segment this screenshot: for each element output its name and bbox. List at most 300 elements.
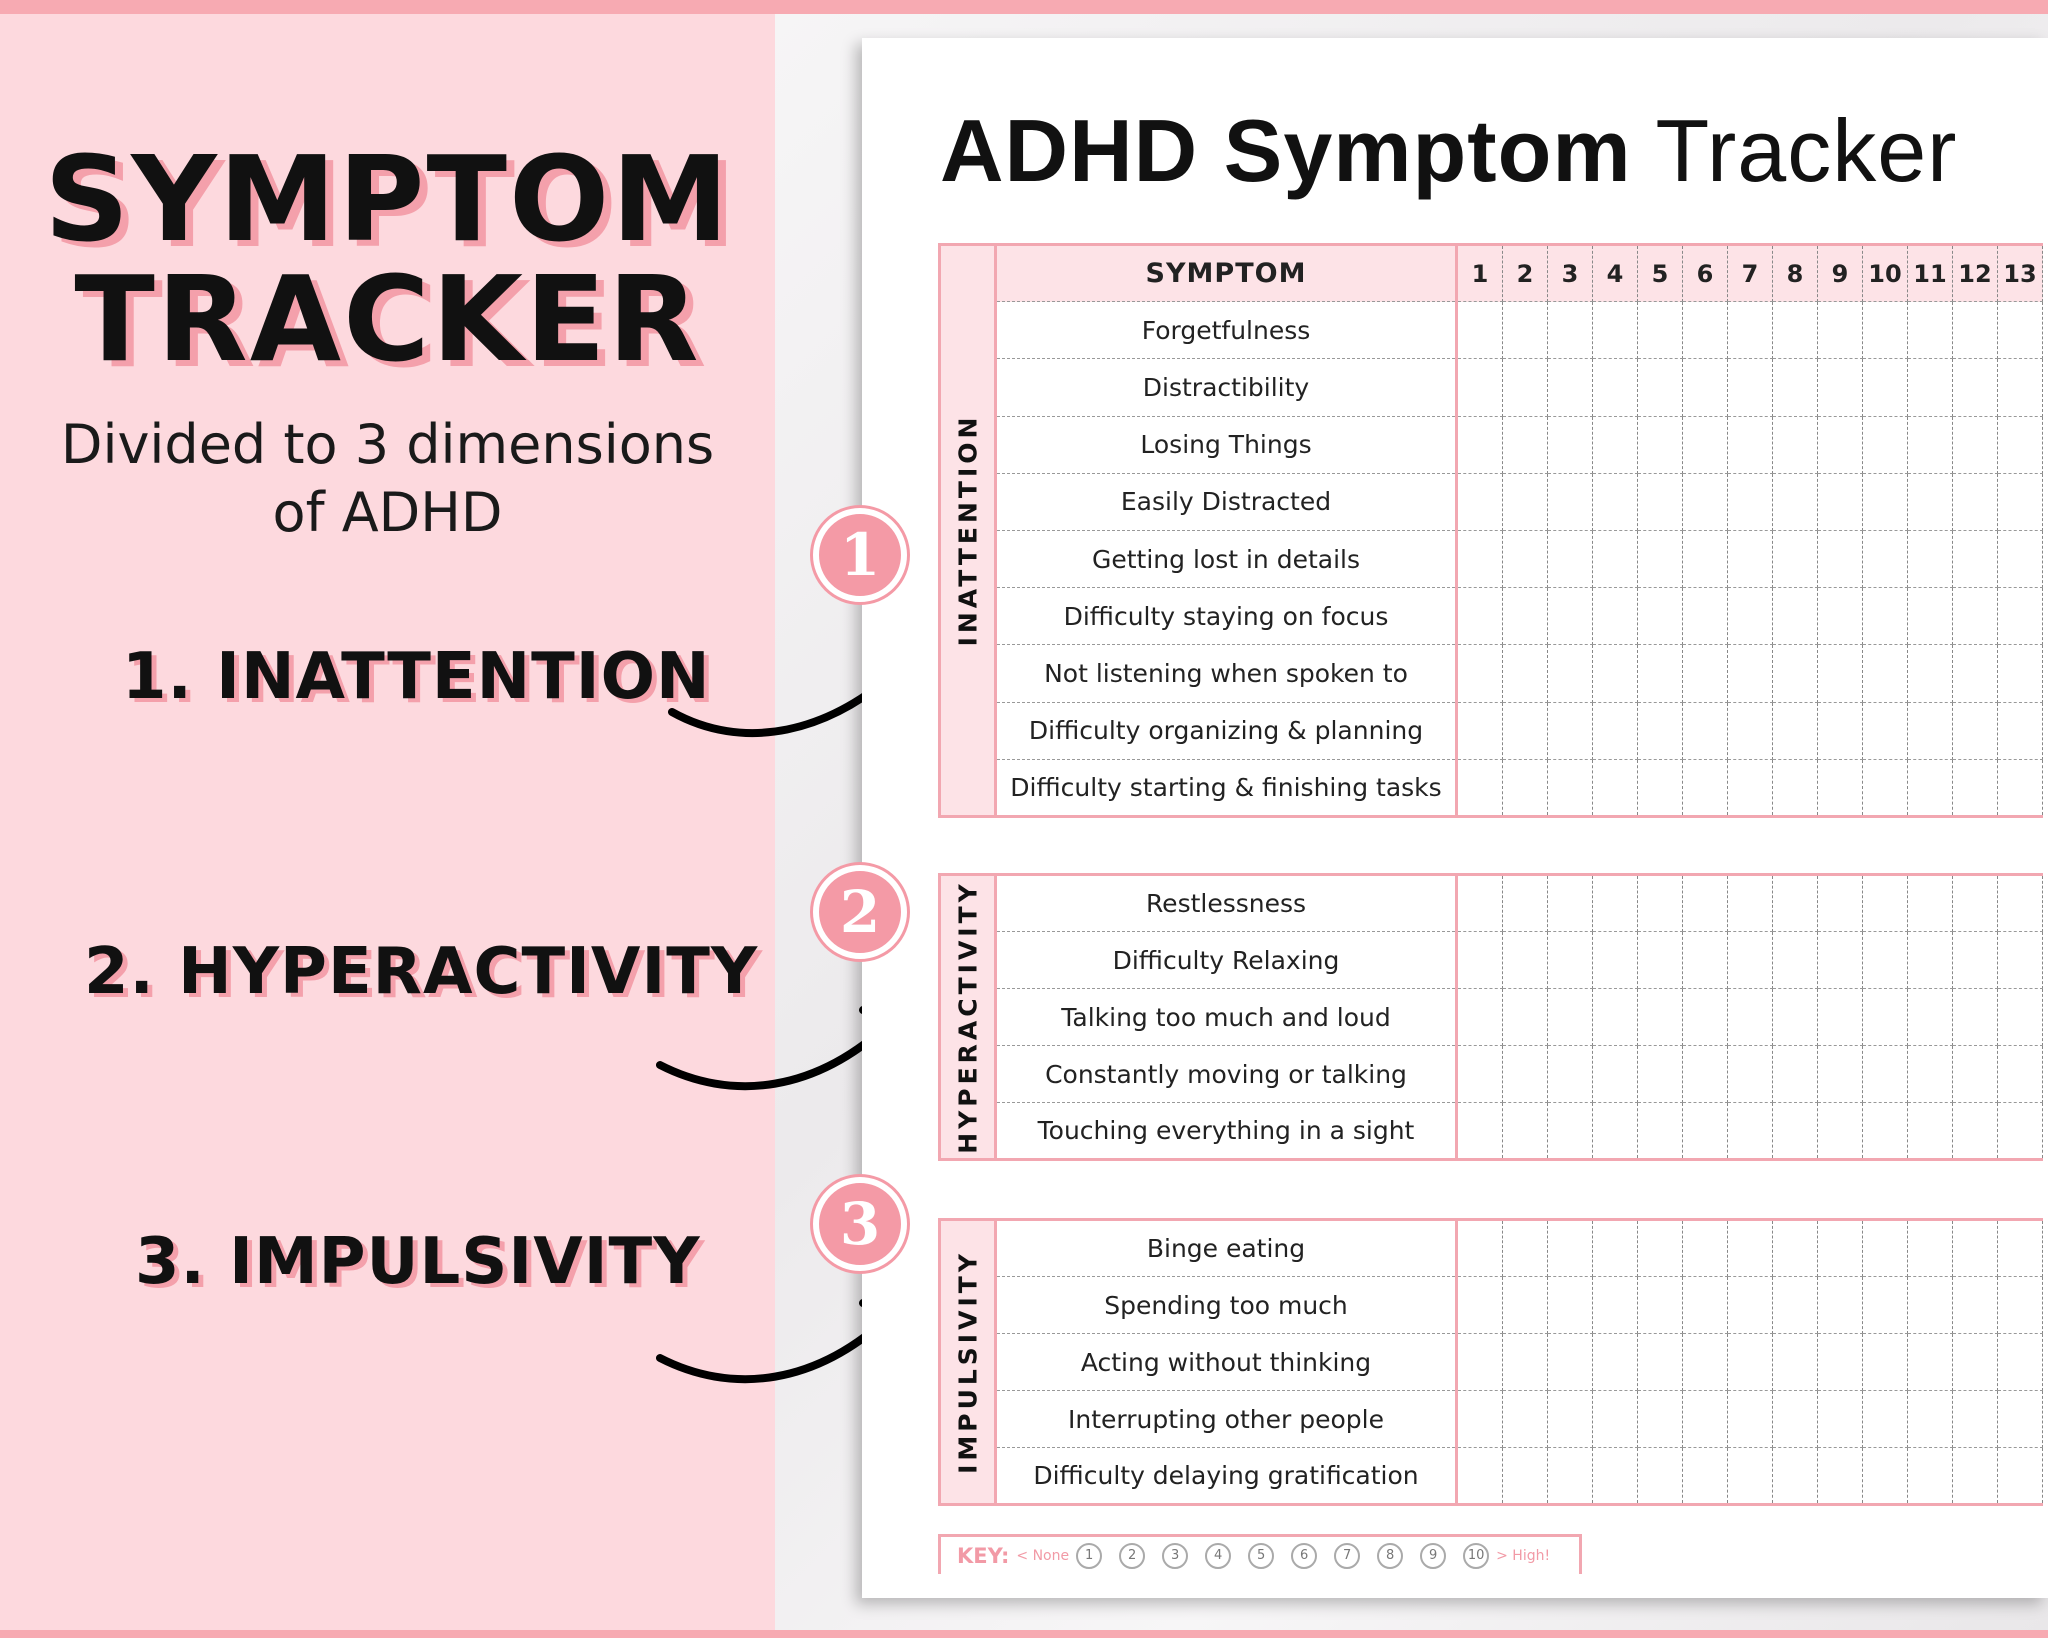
table-row (940, 359, 2043, 416)
tracking-cell[interactable] (1908, 302, 1953, 359)
tracking-cell[interactable] (1638, 1220, 1683, 1277)
tracking-cell[interactable] (1503, 588, 1548, 645)
tracking-cell[interactable] (1683, 416, 1728, 473)
tracking-cell[interactable] (1818, 1103, 1863, 1160)
tracking-cell[interactable] (1728, 359, 1773, 416)
tracking-cell[interactable] (1863, 1334, 1908, 1391)
tracking-cell[interactable] (1728, 932, 1773, 989)
tracking-cell[interactable] (1953, 645, 1998, 702)
tracking-cell[interactable] (1593, 302, 1638, 359)
key-scale-circle: 9 (1420, 1543, 1446, 1569)
tracking-cell[interactable] (1457, 588, 1503, 645)
tracking-cell[interactable] (1773, 875, 1818, 932)
symptom-label: Difficulty Relaxing (996, 932, 1457, 989)
tracking-cell[interactable] (1683, 702, 1728, 759)
tracking-cell[interactable] (1548, 989, 1593, 1046)
tracking-cell[interactable] (1728, 1391, 1773, 1448)
tracking-cell[interactable] (1548, 302, 1593, 359)
tracking-cell[interactable] (1953, 1277, 1998, 1334)
tracking-cell[interactable] (1683, 1220, 1728, 1277)
tracking-cell[interactable] (1908, 1220, 1953, 1277)
tracking-cell[interactable] (1548, 359, 1593, 416)
tracking-cell[interactable] (1863, 989, 1908, 1046)
tracking-cell[interactable] (1548, 645, 1593, 702)
tracking-cell[interactable] (1998, 1391, 2043, 1448)
day-header: 11 (1908, 245, 1953, 302)
symptom-label: Losing Things (996, 416, 1457, 473)
tracking-cell[interactable] (1863, 1220, 1908, 1277)
tracking-cell[interactable] (1683, 989, 1728, 1046)
tracking-cell[interactable] (1953, 759, 1998, 816)
tracking-cell[interactable] (1457, 875, 1503, 932)
tracking-cell[interactable] (1503, 1448, 1548, 1505)
tracking-cell[interactable] (1908, 759, 1953, 816)
tracking-cell[interactable] (1818, 1220, 1863, 1277)
tracking-cell[interactable] (1908, 1448, 1953, 1505)
tracking-cell[interactable] (1457, 1277, 1503, 1334)
tracking-cell[interactable] (1457, 645, 1503, 702)
tracking-cell[interactable] (1683, 645, 1728, 702)
tracking-cell[interactable] (1953, 989, 1998, 1046)
tracking-cell[interactable] (1683, 1046, 1728, 1103)
key-scale-circle: 1 (1076, 1543, 1102, 1569)
tracking-cell[interactable] (1728, 1046, 1773, 1103)
table-row (940, 989, 2043, 1046)
category-label: INATTENTION (953, 414, 982, 647)
tracking-cell[interactable] (1638, 932, 1683, 989)
tracking-cell[interactable] (1773, 530, 1818, 587)
tracking-cell[interactable] (1457, 530, 1503, 587)
tracking-cell[interactable] (1998, 932, 2043, 989)
tracking-cell[interactable] (1593, 359, 1638, 416)
tracking-cell[interactable] (1908, 645, 1953, 702)
tracking-cell[interactable] (1593, 1448, 1638, 1505)
tracking-cell[interactable] (1773, 989, 1818, 1046)
tracking-cell[interactable] (1908, 1103, 1953, 1160)
tracking-cell[interactable] (1908, 588, 1953, 645)
tracking-cell[interactable] (1953, 588, 1998, 645)
tracking-cell[interactable] (1818, 932, 1863, 989)
tracking-cell[interactable] (1863, 702, 1908, 759)
symptom-label: Difficulty delaying gratification (996, 1448, 1457, 1505)
tracking-cell[interactable] (1728, 702, 1773, 759)
tracking-cell[interactable] (1773, 702, 1818, 759)
tracking-cell[interactable] (1593, 645, 1638, 702)
tracking-cell[interactable] (1548, 1103, 1593, 1160)
tracking-cell[interactable] (1593, 530, 1638, 587)
tracking-cell[interactable] (1953, 473, 1998, 530)
table-row (940, 702, 2043, 759)
key-scale-circle: 6 (1291, 1543, 1317, 1569)
tracking-cell[interactable] (1773, 1391, 1818, 1448)
tracking-cell[interactable] (1503, 1220, 1548, 1277)
tracking-cell[interactable] (1457, 1334, 1503, 1391)
tracking-cell[interactable] (1593, 1046, 1638, 1103)
tracking-cell[interactable] (1998, 1046, 2043, 1103)
tracking-cell[interactable] (1908, 473, 1953, 530)
tracking-cell[interactable] (1908, 530, 1953, 587)
tracking-cell[interactable] (1728, 759, 1773, 816)
tracking-cell[interactable] (1548, 473, 1593, 530)
tracking-cell[interactable] (1683, 759, 1728, 816)
tracking-cell[interactable] (1863, 1103, 1908, 1160)
tracking-cell[interactable] (1638, 359, 1683, 416)
tracking-cell[interactable] (1773, 1448, 1818, 1505)
impulsivity-table (938, 1218, 2043, 1506)
tracking-cell[interactable] (1908, 1277, 1953, 1334)
tracking-cell[interactable] (1548, 759, 1593, 816)
tracking-cell[interactable] (1593, 1334, 1638, 1391)
tracking-cell[interactable] (1728, 416, 1773, 473)
tracking-cell[interactable] (1863, 473, 1908, 530)
tracking-cell[interactable] (1953, 702, 1998, 759)
tracking-cell[interactable] (1998, 359, 2043, 416)
tracking-cell[interactable] (1593, 1220, 1638, 1277)
table-row (940, 1391, 2043, 1448)
tracking-cell[interactable] (1998, 1277, 2043, 1334)
tracking-cell[interactable] (1998, 989, 2043, 1046)
tracking-cell[interactable] (1908, 1334, 1953, 1391)
tracking-cell[interactable] (1683, 1277, 1728, 1334)
tracking-cell[interactable] (1773, 1103, 1818, 1160)
tracking-cell[interactable] (1953, 359, 1998, 416)
tracking-cell[interactable] (1683, 1334, 1728, 1391)
tracking-cell[interactable] (1773, 1220, 1818, 1277)
tracker-sheet (862, 38, 2048, 1598)
tracking-cell[interactable] (1863, 1046, 1908, 1103)
tracking-cell[interactable] (1683, 932, 1728, 989)
tracking-cell[interactable] (1457, 759, 1503, 816)
tracking-cell[interactable] (1863, 1277, 1908, 1334)
tracking-cell[interactable] (1683, 530, 1728, 587)
tracking-cell[interactable] (1953, 530, 1998, 587)
tracking-cell[interactable] (1773, 473, 1818, 530)
tracking-cell[interactable] (1818, 1277, 1863, 1334)
tracking-cell[interactable] (1683, 1103, 1728, 1160)
tracking-cell[interactable] (1773, 359, 1818, 416)
symptom-label: Acting without thinking (996, 1334, 1457, 1391)
badge-2: 2 (813, 865, 907, 959)
symptom-label: Interrupting other people (996, 1391, 1457, 1448)
table-row (940, 416, 2043, 473)
table-row (940, 759, 2043, 816)
tracking-cell[interactable] (1728, 645, 1773, 702)
tracking-cell[interactable] (1638, 1277, 1683, 1334)
tracking-cell[interactable] (1863, 359, 1908, 416)
tracking-cell[interactable] (1953, 1448, 1998, 1505)
tracking-cell[interactable] (1953, 932, 1998, 989)
table-row (940, 1448, 2043, 1505)
tracking-cell[interactable] (1818, 875, 1863, 932)
tracking-cell[interactable] (1863, 588, 1908, 645)
dimension-inattention: 1. INATTENTION (122, 640, 711, 714)
tracking-cell[interactable] (1773, 645, 1818, 702)
tracking-cell[interactable] (1548, 1046, 1593, 1103)
tracking-cell[interactable] (1548, 1391, 1593, 1448)
tracking-cell[interactable] (1998, 645, 2043, 702)
tracking-cell[interactable] (1908, 989, 1953, 1046)
tracking-cell[interactable] (1457, 1220, 1503, 1277)
tracking-cell[interactable] (1638, 530, 1683, 587)
tracking-cell[interactable] (1728, 1220, 1773, 1277)
tracking-cell[interactable] (1773, 932, 1818, 989)
table-row (940, 473, 2043, 530)
tracking-cell[interactable] (1593, 932, 1638, 989)
symptom-label: Forgetfulness (996, 302, 1457, 359)
symptom-label: Touching everything in a sight (996, 1103, 1457, 1160)
symptom-label: Talking too much and loud (996, 989, 1457, 1046)
tracking-cell[interactable] (1683, 473, 1728, 530)
tracking-cell[interactable] (1503, 645, 1548, 702)
tracking-cell[interactable] (1638, 473, 1683, 530)
tracking-cell[interactable] (1503, 702, 1548, 759)
tracking-cell[interactable] (1503, 416, 1548, 473)
table-row (940, 875, 2043, 932)
tracking-cell[interactable] (1683, 875, 1728, 932)
symptom-label: Easily Distracted (996, 473, 1457, 530)
tracking-cell[interactable] (1593, 989, 1638, 1046)
tracking-cell[interactable] (1953, 1334, 1998, 1391)
tracking-cell[interactable] (1638, 702, 1683, 759)
tracking-cell[interactable] (1683, 359, 1728, 416)
tracking-cell[interactable] (1457, 416, 1503, 473)
tracking-cell[interactable] (1998, 530, 2043, 587)
tracking-cell[interactable] (1728, 473, 1773, 530)
tracking-cell[interactable] (1728, 1448, 1773, 1505)
tracking-cell[interactable] (1548, 416, 1593, 473)
tracking-cell[interactable] (1503, 473, 1548, 530)
tracking-cell[interactable] (1908, 932, 1953, 989)
symptom-label: Restlessness (996, 875, 1457, 932)
tracking-cell[interactable] (1457, 302, 1503, 359)
tracking-cell[interactable] (1593, 759, 1638, 816)
tracking-cell[interactable] (1503, 989, 1548, 1046)
tracking-cell[interactable] (1998, 588, 2043, 645)
category-cell (940, 875, 996, 1160)
key-low-label: < None (1016, 1547, 1070, 1564)
tracking-cell[interactable] (1773, 1046, 1818, 1103)
tracking-cell[interactable] (1818, 702, 1863, 759)
tracking-cell[interactable] (1548, 875, 1593, 932)
tracking-cell[interactable] (1728, 1277, 1773, 1334)
table-row (940, 302, 2043, 359)
tracking-cell[interactable] (1863, 530, 1908, 587)
key-scale-circle: 8 (1377, 1543, 1403, 1569)
tracker-title-light: Tracker (1655, 101, 1958, 200)
tracking-cell[interactable] (1953, 1391, 1998, 1448)
category-label: IMPULSIVITY (953, 1250, 982, 1474)
table-row (940, 1103, 2043, 1160)
tracking-cell[interactable] (1953, 416, 1998, 473)
tracking-cell[interactable] (1773, 302, 1818, 359)
tracking-cell[interactable] (1818, 989, 1863, 1046)
tracking-cell[interactable] (1728, 875, 1773, 932)
tracking-cell[interactable] (1953, 875, 1998, 932)
tracking-cell[interactable] (1593, 473, 1638, 530)
tracking-cell[interactable] (1457, 989, 1503, 1046)
tracking-cell[interactable] (1818, 1334, 1863, 1391)
tracking-cell[interactable] (1593, 702, 1638, 759)
tracking-cell[interactable] (1503, 1391, 1548, 1448)
day-header: 2 (1503, 245, 1548, 302)
headline-line2: TRACKER (74, 250, 701, 388)
table-row (940, 588, 2043, 645)
tracking-cell[interactable] (1638, 1103, 1683, 1160)
tracking-cell[interactable] (1638, 1334, 1683, 1391)
tracking-cell[interactable] (1503, 1103, 1548, 1160)
table-row (940, 1334, 2043, 1391)
tracking-cell[interactable] (1773, 1334, 1818, 1391)
tracking-cell[interactable] (1818, 1046, 1863, 1103)
day-header: 9 (1818, 245, 1863, 302)
tracking-cell[interactable] (1457, 473, 1503, 530)
tracking-cell[interactable] (1503, 1334, 1548, 1391)
tracking-cell[interactable] (1773, 1277, 1818, 1334)
tracking-cell[interactable] (1953, 302, 1998, 359)
tracking-cell[interactable] (1638, 759, 1683, 816)
dimension-hyperactivity: 2. HYPERACTIVITY (84, 935, 759, 1009)
tracking-cell[interactable] (1548, 588, 1593, 645)
tracking-cell[interactable] (1818, 1391, 1863, 1448)
tracking-cell[interactable] (1728, 989, 1773, 1046)
tracking-cell[interactable] (1548, 1448, 1593, 1505)
tracking-cell[interactable] (1683, 1391, 1728, 1448)
tracking-cell[interactable] (1548, 1220, 1593, 1277)
tracking-cell[interactable] (1638, 1046, 1683, 1103)
tracking-cell[interactable] (1773, 416, 1818, 473)
tracking-cell[interactable] (1638, 875, 1683, 932)
tracking-cell[interactable] (1908, 1046, 1953, 1103)
tracking-cell[interactable] (1638, 1448, 1683, 1505)
tracking-cell[interactable] (1503, 1046, 1548, 1103)
tracking-cell[interactable] (1728, 1103, 1773, 1160)
key-scale-circle: 2 (1119, 1543, 1145, 1569)
tracking-cell[interactable] (1457, 932, 1503, 989)
tracking-cell[interactable] (1998, 1103, 2043, 1160)
tracking-cell[interactable] (1998, 702, 2043, 759)
tracking-cell[interactable] (1728, 530, 1773, 587)
tracking-cell[interactable] (1998, 1448, 2043, 1505)
tracking-cell[interactable] (1998, 759, 2043, 816)
tracking-cell[interactable] (1548, 932, 1593, 989)
tracking-cell[interactable] (1818, 645, 1863, 702)
tracking-cell[interactable] (1548, 530, 1593, 587)
symptom-header: SYMPTOM (996, 245, 1457, 302)
tracking-cell[interactable] (1953, 1220, 1998, 1277)
tracking-cell[interactable] (1503, 359, 1548, 416)
tracking-cell[interactable] (1863, 759, 1908, 816)
tracking-cell[interactable] (1638, 416, 1683, 473)
tracking-cell[interactable] (1593, 416, 1638, 473)
tracking-cell[interactable] (1908, 702, 1953, 759)
tracking-cell[interactable] (1998, 302, 2043, 359)
tracking-cell[interactable] (1457, 359, 1503, 416)
symptom-label: Binge eating (996, 1220, 1457, 1277)
symptom-label: Not listening when spoken to (996, 645, 1457, 702)
tracking-cell[interactable] (1818, 416, 1863, 473)
tracking-cell[interactable] (1503, 1277, 1548, 1334)
tracking-cell[interactable] (1998, 875, 2043, 932)
tracking-cell[interactable] (1683, 1448, 1728, 1505)
tracking-cell[interactable] (1593, 1103, 1638, 1160)
day-header: 12 (1953, 245, 1998, 302)
tracking-cell[interactable] (1908, 416, 1953, 473)
tracking-cell[interactable] (1818, 1448, 1863, 1505)
tracking-cell[interactable] (1863, 1448, 1908, 1505)
tracking-cell[interactable] (1908, 1391, 1953, 1448)
tracking-cell[interactable] (1593, 875, 1638, 932)
tracking-cell[interactable] (1818, 359, 1863, 416)
day-header: 6 (1683, 245, 1728, 302)
tracking-cell[interactable] (1638, 1391, 1683, 1448)
tracking-cell[interactable] (1728, 302, 1773, 359)
symptom-label: Getting lost in details (996, 530, 1457, 587)
tracking-cell[interactable] (1863, 302, 1908, 359)
hyperactivity-table (938, 873, 2043, 1161)
tracking-cell[interactable] (1818, 530, 1863, 587)
tracking-cell[interactable] (1728, 1334, 1773, 1391)
tracking-cell[interactable] (1457, 1103, 1503, 1160)
tracking-cell[interactable] (1728, 588, 1773, 645)
tracking-cell[interactable] (1863, 645, 1908, 702)
tracking-cell[interactable] (1548, 1334, 1593, 1391)
tracking-cell[interactable] (1503, 875, 1548, 932)
tracking-cell[interactable] (1773, 588, 1818, 645)
tracking-cell[interactable] (1638, 588, 1683, 645)
tracking-cell[interactable] (1773, 759, 1818, 816)
tracking-cell[interactable] (1593, 1391, 1638, 1448)
day-header: 7 (1728, 245, 1773, 302)
tracking-cell[interactable] (1503, 302, 1548, 359)
tracking-cell[interactable] (1457, 1391, 1503, 1448)
tracking-cell[interactable] (1863, 416, 1908, 473)
tracking-cell[interactable] (1908, 875, 1953, 932)
tracking-cell[interactable] (1548, 702, 1593, 759)
tracking-cell[interactable] (1683, 302, 1728, 359)
tracking-cell[interactable] (1457, 1448, 1503, 1505)
tracker-title (940, 100, 1957, 202)
tracking-cell[interactable] (1863, 932, 1908, 989)
tracking-cell[interactable] (1638, 989, 1683, 1046)
tracking-cell[interactable] (1818, 759, 1863, 816)
tracking-cell[interactable] (1683, 588, 1728, 645)
tracking-cell[interactable] (1457, 702, 1503, 759)
tracking-cell[interactable] (1457, 1046, 1503, 1103)
tracking-cell[interactable] (1818, 588, 1863, 645)
category-cell (940, 1220, 996, 1505)
tracking-cell[interactable] (1818, 473, 1863, 530)
table-row (940, 530, 2043, 587)
tracking-cell[interactable] (1503, 759, 1548, 816)
tracking-cell[interactable] (1593, 1277, 1638, 1334)
tracking-cell[interactable] (1503, 530, 1548, 587)
tracking-cell[interactable] (1998, 473, 2043, 530)
tracking-cell[interactable] (1638, 645, 1683, 702)
tracking-cell[interactable] (1998, 1220, 2043, 1277)
tracking-cell[interactable] (1998, 1334, 2043, 1391)
tracking-cell[interactable] (1638, 302, 1683, 359)
tracking-cell[interactable] (1953, 1103, 1998, 1160)
tracking-cell[interactable] (1998, 416, 2043, 473)
tracking-cell[interactable] (1593, 588, 1638, 645)
tracking-cell[interactable] (1503, 932, 1548, 989)
tracking-cell[interactable] (1818, 302, 1863, 359)
tracking-cell[interactable] (1908, 359, 1953, 416)
tracking-cell[interactable] (1953, 1046, 1998, 1103)
tracking-cell[interactable] (1548, 1277, 1593, 1334)
tracking-cell[interactable] (1863, 1391, 1908, 1448)
tracking-cell[interactable] (1863, 875, 1908, 932)
